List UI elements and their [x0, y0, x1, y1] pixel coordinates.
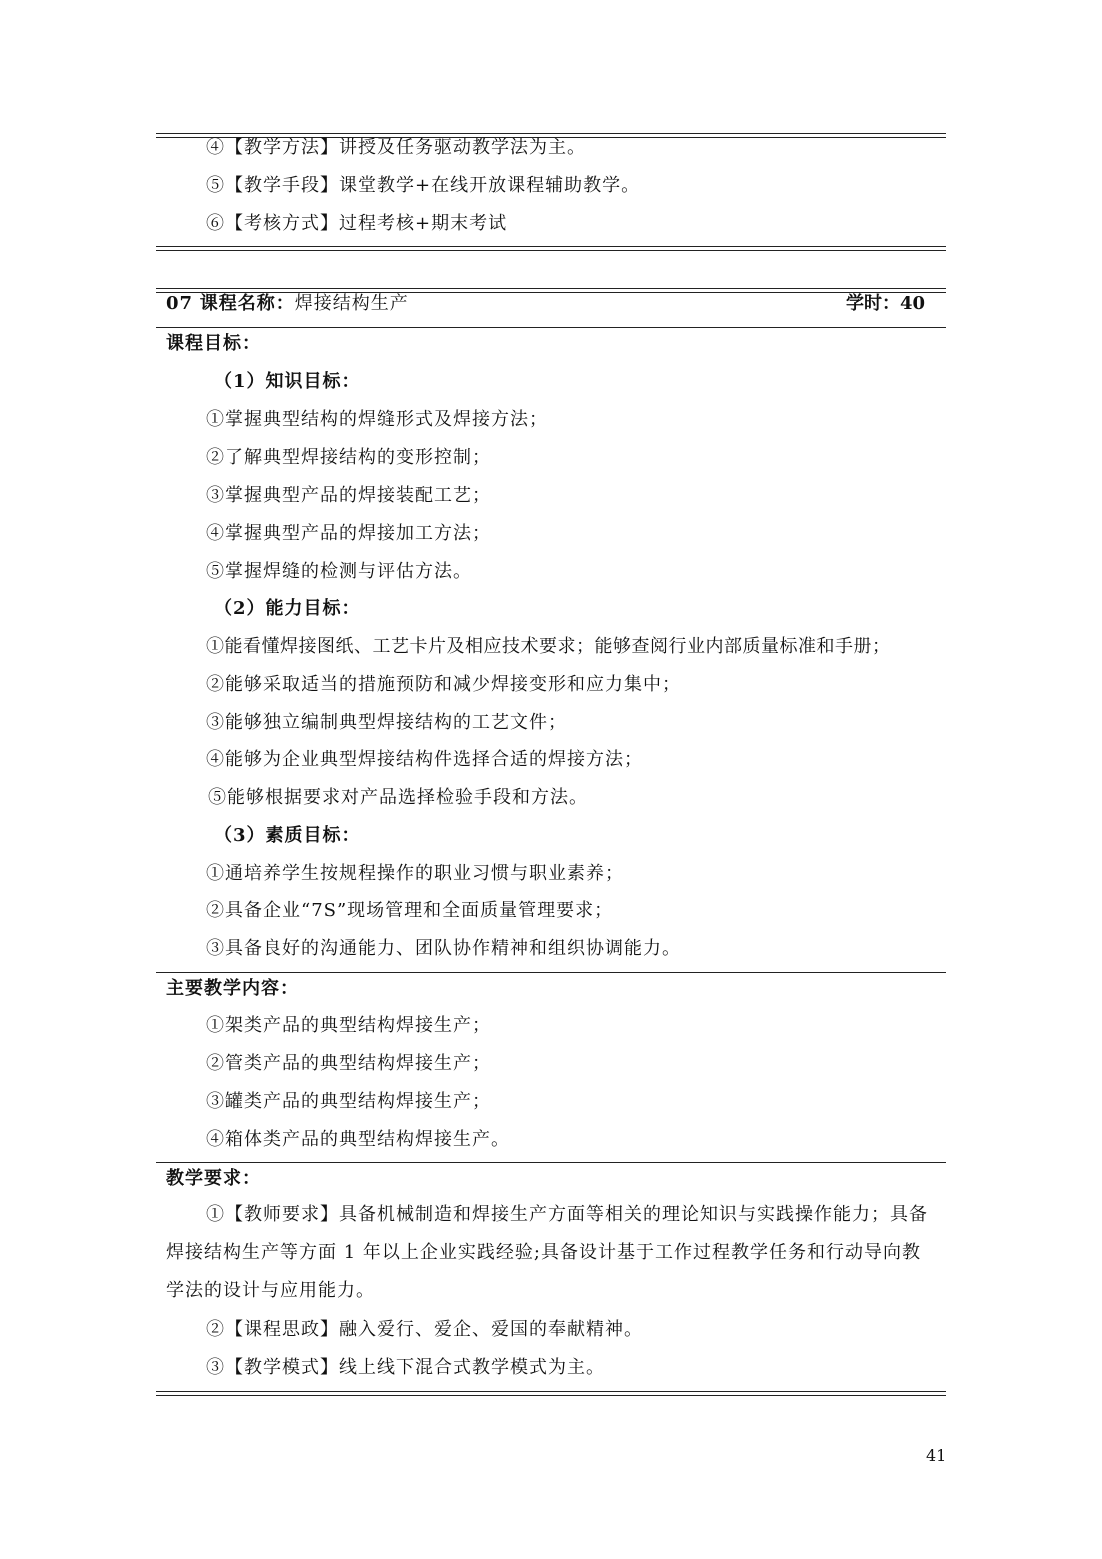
knowledge-title: （1）知识目标： [214, 371, 361, 392]
list-item: ②了解典型焊接结构的变形控制； [206, 447, 491, 468]
list-item: ①能看懂焊接图纸、工艺卡片及相应技术要求；能够查阅行业内部质量标准和手册； [206, 636, 891, 657]
prev-assessment: ⑥【考核方式】过程考核+期末考试 [206, 213, 508, 234]
list-item: ③具备良好的沟通能力、团队协作精神和组织协调能力。 [206, 938, 681, 959]
list-item: ③罐类产品的典型结构焊接生产； [206, 1091, 491, 1112]
ability-title: （2）能力目标： [214, 598, 361, 619]
requirements-divider [156, 1162, 946, 1163]
list-item: ①架类产品的典型结构焊接生产； [206, 1015, 491, 1036]
teaching-mode: ③【教学模式】线上线下混合式教学模式为主。 [206, 1357, 605, 1378]
course-title [166, 292, 409, 316]
content-heading: 主要教学内容： [166, 978, 299, 999]
course-hours [846, 292, 925, 316]
list-item: ④掌握典型产品的焊接加工方法； [206, 523, 491, 544]
list-item: ④能够为企业典型焊接结构件选择合适的焊接方法； [206, 749, 643, 770]
list-item: ①掌握典型结构的焊缝形式及焊接方法； [206, 409, 548, 430]
quality-title: （3）素质目标： [214, 825, 361, 846]
requirements-heading: 教学要求： [166, 1168, 261, 1189]
course-number: 07 [166, 293, 194, 314]
content-divider [156, 972, 946, 973]
course-hours-value: 40 [900, 293, 926, 314]
section-end-rule [156, 246, 946, 251]
objectives-heading: 课程目标： [166, 333, 261, 354]
list-item: ②管类产品的典型结构焊接生产； [206, 1053, 491, 1074]
ideology-requirements: ②【课程思政】融入爱行、爱企、爱国的奉献精神。 [206, 1319, 643, 1340]
course-hours-label: 学时： [846, 293, 900, 314]
prev-teaching-method: ④【教学方法】讲授及任务驱动教学法为主。 [206, 137, 586, 158]
bottom-double-rule [156, 1391, 946, 1396]
course-header-rule-bottom [156, 327, 946, 328]
list-item: ⑤能够根据要求对产品选择检验手段和方法。 [208, 787, 588, 808]
list-item: ⑤掌握焊缝的检测与评估方法。 [206, 561, 472, 582]
list-item: ②能够采取适当的措施预防和减少焊接变形和应力集中； [206, 674, 681, 695]
course-name-label: 课程名称： [199, 293, 295, 314]
list-item: ④箱体类产品的典型结构焊接生产。 [206, 1129, 510, 1150]
list-item: ②具备企业“7S”现场管理和全面质量管理要求； [206, 900, 614, 921]
course-name: 焊接结构生产 [294, 293, 409, 314]
list-item: ③掌握典型产品的焊接装配工艺； [206, 485, 491, 506]
list-item: ③能够独立编制典型焊接结构的工艺文件； [206, 712, 567, 733]
prev-teaching-means: ⑤【教学手段】课堂教学+在线开放课程辅助教学。 [206, 175, 641, 196]
teacher-requirements: ①【教师要求】具备机械制造和焊接生产方面等相关的理论知识与实践操作能力；具备焊接结构生产等方面 1 年以上企业实践经验;具备设计基于工作过程教学任务和行动导向教学法的设计与应用能力。 [166, 1204, 928, 1301]
page-number: 41 [926, 1446, 947, 1465]
list-item: ①通培养学生按规程操作的职业习惯与职业素养； [206, 863, 624, 884]
